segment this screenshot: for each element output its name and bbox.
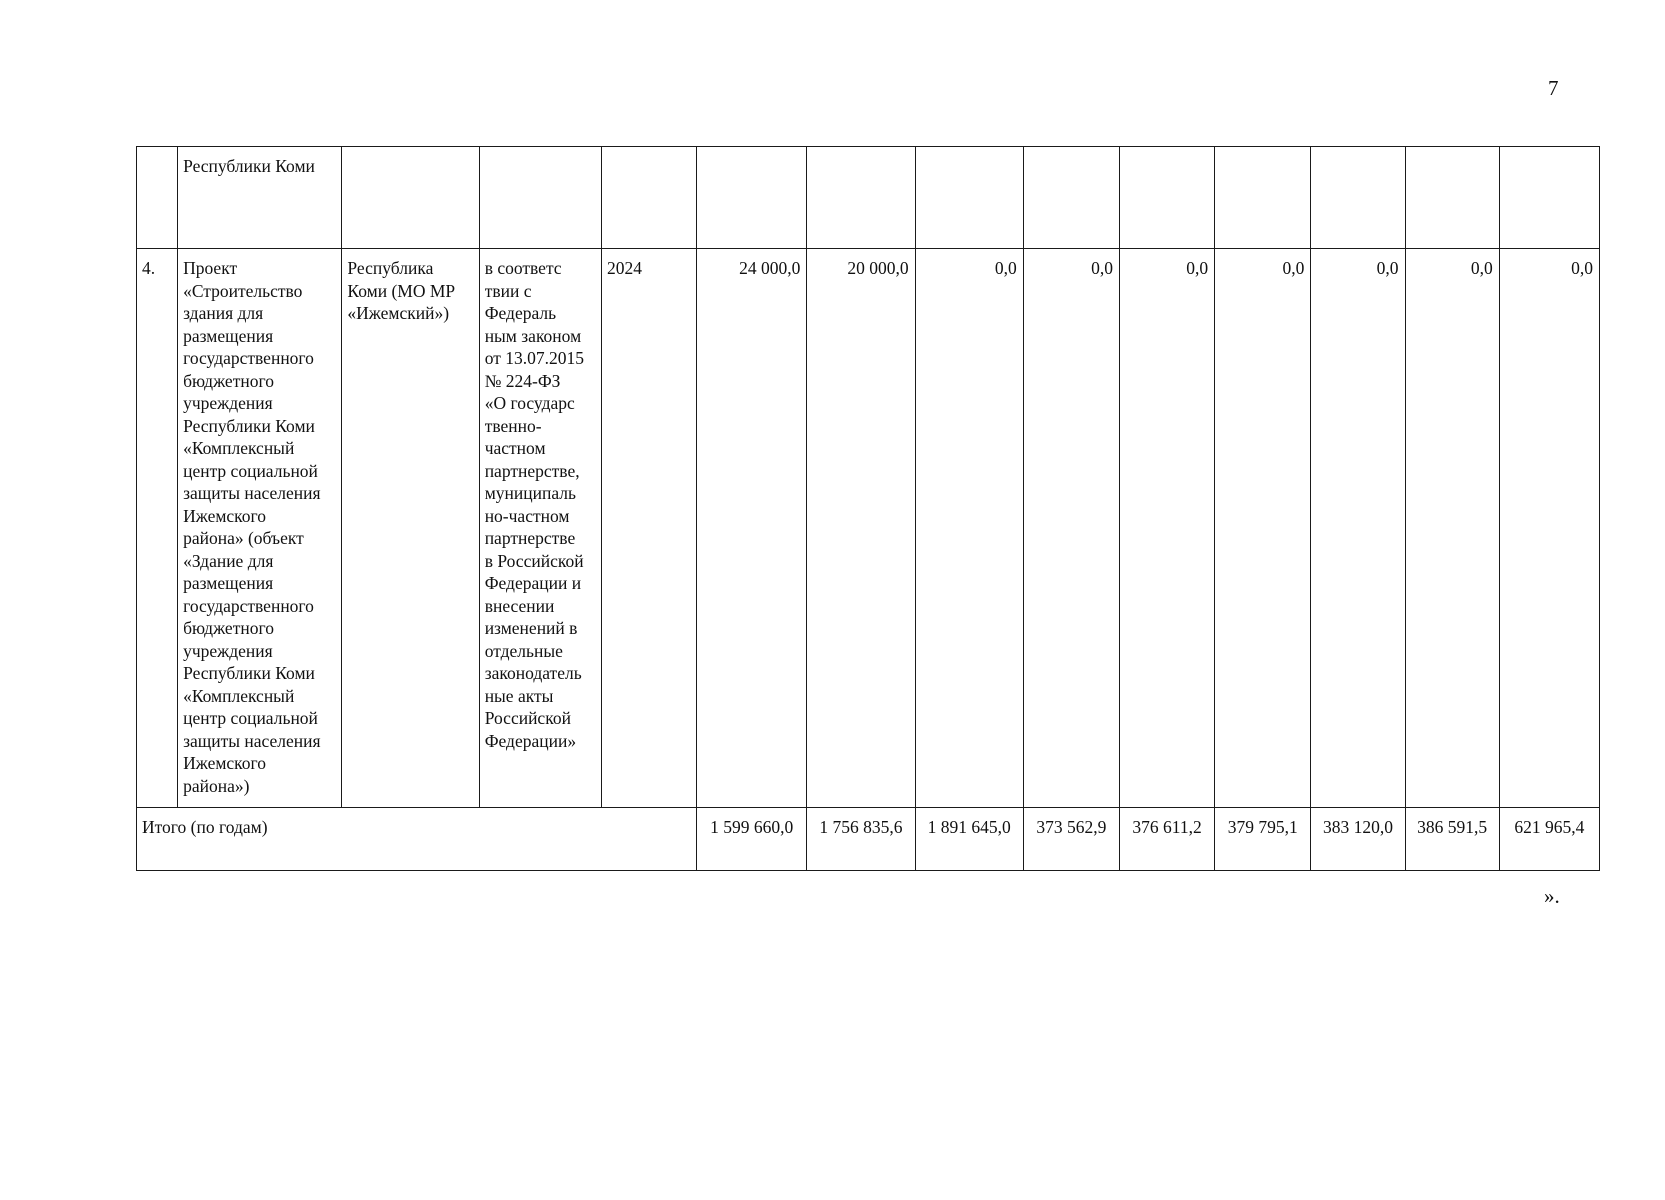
text-line: размещения [183,573,274,593]
value-cell [697,147,807,249]
text-line: твенно- [484,415,542,436]
text-line: внесении [484,595,555,616]
text-line: защиты населения [183,730,321,751]
value-cell [807,147,915,249]
table-row [137,249,1600,808]
text-line: бюджетного [183,618,274,638]
value-cell [915,147,1023,249]
text-line: района») [183,775,250,796]
total-value-cell: 376 611,2 [1119,808,1214,871]
value-cell [1215,147,1311,249]
text-line: государственного [183,348,314,368]
total-row [137,808,1600,871]
text-line: Республики Коми [183,663,315,683]
total-value-cell: 379 795,1 [1215,808,1311,871]
total-value-cell: 386 591,5 [1405,808,1499,871]
text-line: Федерации и [484,573,582,593]
text-line: Проект [183,258,238,278]
value-cell [1499,147,1599,249]
text-line: в Российской [484,550,584,571]
text-line: Коми (МО МР [347,280,456,301]
index-cell: 4. [137,249,178,808]
text-line: твии с [484,280,532,301]
text-line: муниципаль [484,483,576,503]
text-line: частном [484,438,546,458]
value-cell: 0,0 [1499,249,1599,808]
total-value-cell: 1 891 645,0 [915,808,1023,871]
text-line: ным законом [484,325,582,346]
text-line: но-частном [484,505,570,526]
text-line: размещения [183,325,274,346]
value-cell [1405,147,1499,249]
closing-quote: ». [1544,884,1560,908]
text-line: Федерации» [484,730,577,751]
text-line: партнерстве, [484,460,580,481]
text-line: учреждения [183,393,273,413]
year-cell: 2024 [601,249,696,808]
text-line: «Здание для [183,550,274,571]
table-row [137,147,1600,249]
text-line: государственного [183,595,314,616]
text-line: изменений в [484,618,578,638]
text-line: ные акты [484,685,554,706]
text-line: Республики Коми [183,415,315,436]
value-cell [1119,147,1214,249]
total-value-cell: 1 756 835,6 [807,808,915,871]
text-line: в соответс [484,258,562,278]
value-cell: 24 000,0 [697,249,807,808]
value-cell: 20 000,0 [807,249,915,808]
page-number: 7 [1548,76,1559,100]
text-line: Ижемского [183,753,267,773]
value-cell: 0,0 [1119,249,1214,808]
total-value-cell: 621 965,4 [1499,808,1599,871]
value-cell: 0,0 [1023,249,1119,808]
text-line: района» (объект [183,528,304,548]
total-value-cell: 383 120,0 [1311,808,1405,871]
value-cell [1023,147,1119,249]
total-label: Итого (по годам) [137,808,697,871]
text-line: отдельные [484,640,563,661]
value-cell [1311,147,1405,249]
total-value-cell: 373 562,9 [1023,808,1119,871]
text-line: защиты населения [183,483,321,503]
text-line: Республика [347,258,434,278]
text-line: центр социальной [183,460,318,481]
text-line: «Комплексный [183,438,295,458]
value-cell: 0,0 [1405,249,1499,808]
text-line: № 224-ФЗ [484,370,561,391]
text-line: «Строительство [183,280,303,301]
text-line: учреждения [183,640,273,661]
text-line: «Комплексный [183,685,295,706]
text-line: «О государс [484,393,575,413]
location-cell [342,249,479,808]
text-line: Российской [484,708,571,728]
text-line: «Ижемский») [347,303,450,323]
year-cell [601,147,696,249]
text-line: центр социальной [183,708,318,728]
basis-cell [479,249,601,808]
text-line: бюджетного [183,370,274,391]
total-value-cell: 1 599 660,0 [697,808,807,871]
project-name-lines [183,257,336,797]
location-cell [342,147,479,249]
program-table [136,146,1600,871]
basis-cell [479,147,601,249]
text-line: Федераль [484,303,557,323]
name-cell: Республики Коми [178,147,342,249]
project-name-cell [178,249,342,808]
value-cell: 0,0 [1311,249,1405,808]
text-line: Ижемского [183,505,267,526]
text-line: от 13.07.2015 [484,348,584,368]
value-cell: 0,0 [915,249,1023,808]
index-cell [137,147,178,249]
text-line: партнерстве [484,528,576,548]
text-line: здания для [183,303,264,323]
value-cell: 0,0 [1215,249,1311,808]
text-line: законодатель [484,663,582,683]
